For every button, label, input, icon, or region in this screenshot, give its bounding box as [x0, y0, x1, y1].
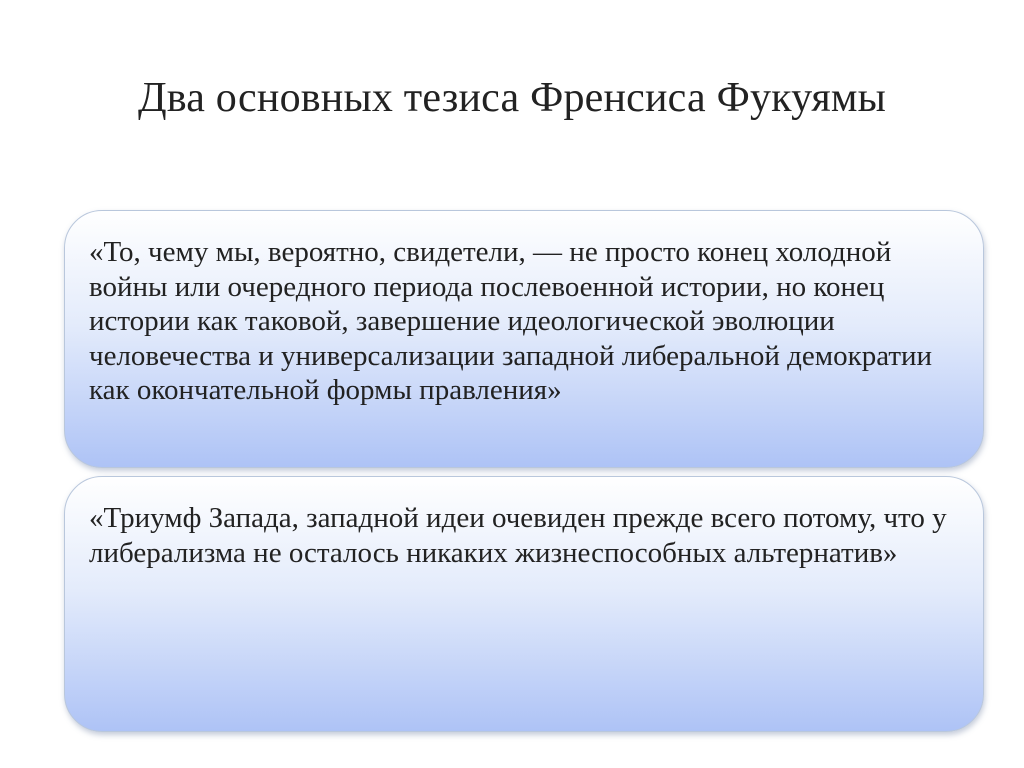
thesis-box-1 [64, 210, 984, 468]
thesis-box-2 [64, 476, 984, 732]
slide-title: Два основных тезиса Френсиса Фукуямы [137, 75, 887, 121]
thesis-text-2: «Триумф Запада, западной идеи очевиден прежде всего потому, что у либерализма не осталось никаких жизнеспособных альтернатив» [89, 502, 947, 569]
thesis-text-1: «То, чему мы, вероятно, свидетели, — не просто конец холодной войны или очередного периода послевоенной истории, но конец истории как таковой, завершение идеологической эволюции человечества и универсализации западной либеральной демократии как окончательной формы правления» [89, 236, 933, 406]
